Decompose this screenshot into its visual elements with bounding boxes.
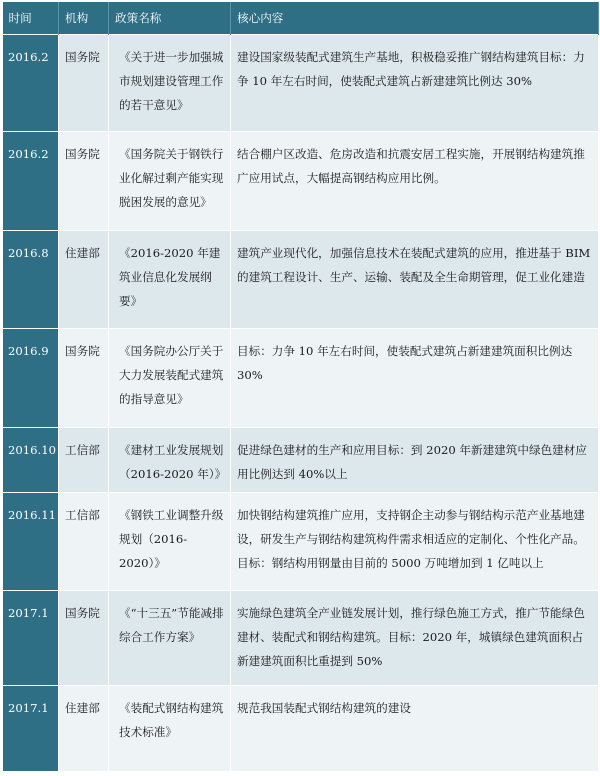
cell-org: 住建部 (59, 686, 109, 772)
header-org: 机构 (59, 2, 109, 35)
table-row (3, 591, 599, 686)
table-row (3, 493, 599, 591)
cell-core-content: 目标：力争 10 年左右时间，使装配式建筑占新建建筑面积比例达 30% (231, 329, 599, 428)
cell-org: 国务院 (59, 132, 109, 231)
cell-time: 2017.1 (3, 686, 59, 772)
table-row (3, 686, 599, 772)
cell-policy-name: 《钢铁工业调整升级规划（2016-2020）》 (109, 493, 231, 591)
cell-policy-name: 《关于进一步加强城市规划建设管理工作的若干意见》 (109, 35, 231, 132)
header-policy-name: 政策名称 (109, 2, 231, 35)
cell-core-content: 建设国家级装配式建筑生产基地，积极稳妥推广钢结构建筑目标：力争 10 年左右时间，使装配式建筑占新建建筑比例达 30% (231, 35, 599, 132)
cell-core-content: 实施绿色建筑全产业链发展计划，推行绿色施工方式，推广节能绿色建材、装配式和钢结构建筑。目标：2020 年，城镇绿色建筑面积占新建建筑面积比重提到 50% (231, 591, 599, 686)
cell-org: 国务院 (59, 35, 109, 132)
cell-core-content: 加快钢结构建筑推广应用，支持钢企主动参与钢结构示范产业基地建设，研发生产与钢结构建筑构件需求相适应的定制化、个性化产品。目标：钢结构用钢量由目前的 5000 万吨增加到 1 亿吨以上 (231, 493, 599, 591)
cell-policy-name: 《装配式钢结构建筑技术标准》 (109, 686, 231, 772)
cell-time: 2016.9 (3, 329, 59, 428)
cell-policy-name: 《建材工业发展规划（2016-2020 年）》 (109, 428, 231, 493)
table-row (3, 329, 599, 428)
cell-org: 工信部 (59, 493, 109, 591)
cell-org: 国务院 (59, 329, 109, 428)
table-row (3, 428, 599, 493)
table-row (3, 132, 599, 231)
table-header-row (3, 2, 599, 35)
policy-table (2, 2, 599, 772)
cell-org: 住建部 (59, 231, 109, 329)
cell-time: 2016.2 (3, 35, 59, 132)
cell-time: 2016.8 (3, 231, 59, 329)
cell-org: 工信部 (59, 428, 109, 493)
cell-policy-name: 《国务院办公厅关于大力发展装配式建筑的指导意见》 (109, 329, 231, 428)
cell-core-content: 规范我国装配式钢结构建筑的建设 (231, 686, 599, 772)
cell-core-content: 结合棚户区改造、危房改造和抗震安居工程实施，开展钢结构建筑推广应用试点，大幅提高钢结构应用比例。 (231, 132, 599, 231)
cell-policy-name: 《2016-2020 年建筑业信息化发展纲要》 (109, 231, 231, 329)
cell-core-content: 建筑产业现代化，加强信息技术在装配式建筑的应用，推进基于 BIM 的建筑工程设计、生产、运输、装配及全生命期管理，促工业化建造 (231, 231, 599, 329)
cell-time: 2016.11 (3, 493, 59, 591)
header-core-content: 核心内容 (231, 2, 599, 35)
header-time: 时间 (3, 2, 59, 35)
cell-time: 2017.1 (3, 591, 59, 686)
cell-policy-name: 《“十三五”节能减排综合工作方案》 (109, 591, 231, 686)
cell-time: 2016.2 (3, 132, 59, 231)
cell-core-content: 促进绿色建材的生产和应用目标：到 2020 年新建建筑中绿色建材应用比例达到 40%以上 (231, 428, 599, 493)
table-row (3, 35, 599, 132)
cell-org: 国务院 (59, 591, 109, 686)
cell-policy-name: 《国务院关于钢铁行业化解过剩产能实现脱困发展的意见》 (109, 132, 231, 231)
cell-time: 2016.10 (3, 428, 59, 493)
table-row (3, 231, 599, 329)
